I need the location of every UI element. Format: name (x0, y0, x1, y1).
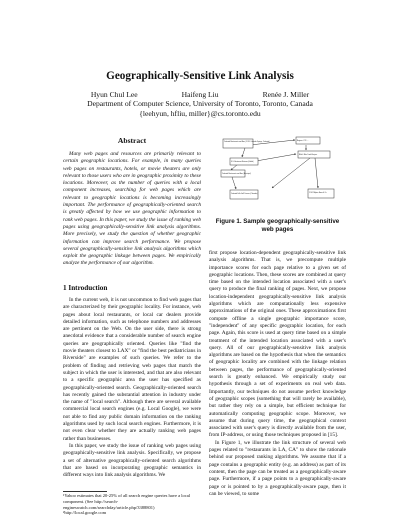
author-name: Renée J. Miller (262, 90, 310, 99)
footnote: ²http://local.google.com (63, 510, 107, 516)
author-emails: {leehyun, hfliu, miller}@cs.toronto.edu (139, 108, 261, 118)
link-graph-diagram (220, 136, 338, 216)
figure-1 (220, 136, 338, 216)
footnote-divider (63, 491, 107, 492)
paragraph: In Figure 1, we illustrate the link structure of several web pages related to "restaurants in LA, CA" to show the rationale behind our proposed ranking algorithms. We assume that if a page contains a geographic entity (e.g. an address) as part of its content, then the page can be treated as a geographically-aware page. Furthermore, if a page points to a geographically-aware page or is pointed to by a geographically-aware page, then it can be viewed, to some (209, 439, 346, 497)
section-heading: 1 Introduction (63, 284, 108, 292)
paper-title: Geographically-Sensitive Link Analysis (106, 70, 294, 82)
graph-node-label: Rifle & Blue Creek Recipes (299, 155, 318, 156)
affiliation: Department of Computer Science, University of Toronto, Toronto, Canada (87, 99, 313, 109)
graph-edge (315, 158, 318, 188)
graph-node (223, 139, 253, 148)
author-names (0, 90, 400, 99)
graph-node-label: Colorado Restaurants and Bars (12.8.1 Colorado Springs, Colorado) (224, 142, 270, 144)
graph-edge (256, 154, 296, 161)
graph-node-label: Colorado Restaurants and Bars (Municipal) (222, 174, 251, 175)
paragraph: In this paper, we study the issue of ranking web pages using geographically-sensitive link analysis. Specifically, we propose a set of alternative geographically-oriented search algorithms that are based on incorporating geographic semantics in different ways into link analysis algorithms. We (63, 442, 201, 479)
intro-left-column (63, 297, 201, 479)
graph-node-label: U.S. Restaurant Reviews (Global) (231, 162, 254, 163)
graph-node-label: Regions / CO / ... (297, 141, 309, 142)
paragraph: first propose location-dependent geographically-sensitive link analysis algorithms. That is, we precompute multiple importance scores for each page relative to a given set of geographic locations. Then, these scores are combined at query time based on the intended location associated with a user's query to produce the final ranking of pages. Next, we propose location-independent geographically-sensitive link analysis algorithms which are computationally less expensive approximations of the original ones. These approximations first compute offline a single geographic importance score, "independent" of any specific geographic location, for each page. Again, this score is used at query time based on a simple treatment of the intended location associated with a user's query. All of our geographically-sensitive link analysis algorithms are based on the hypothesis that when the semantics of geographic locality are combined with the linkage relation between pages, the performance of geographically-oriented search is greatly enhanced. We empirically study our hypothesis through a set of experiments on real web data. Importantly, our techniques do not assume perfect knowledge of geographic scopes (something that will rarely be available), but rather they rely on a simple, but efficient technique for automatically computing geographic scope. Moreover, we assume that during query time, the geographical context associated with user's query is directly available from the user, from IP-address, or using those techniques proposed in [15]. (209, 250, 346, 439)
intro-right-column (209, 250, 346, 498)
graph-edge (272, 158, 310, 188)
footnotes (63, 493, 201, 516)
abstract-heading: Abstract (117, 136, 147, 145)
author-name: Hyun Chul Lee (90, 90, 138, 99)
graph-edge (242, 148, 245, 157)
abstract-text: Many web pages and resources are primarily relevant to certain geographic locations. For example, in many queries web pages on restaurants, hotels, or movie theaters are only relevant to those users who are in geographic proximity to these locations. Moreover, as the number of queries with a local component increases, searching for web pages which are relevant to geographic locations is becoming increasingly important. The performance of geographically-oriented search is greatly affected by how we use geographic information to rank web pages. In this paper, we study the issue of ranking web pages using geographically-sensitive link analysis algorithms. More precisely, we study the question of whether geographic information can improve search performance. We propose several geographically-sensitive link analysis algorithms which exploit the geographic linkage between pages. We empirically analyze the performance of our algorithm. (63, 151, 201, 267)
author-name: Haifeng Liu (181, 90, 219, 99)
paragraph: In the current web, it is not uncommon to find web pages that are characterized by their geographic locality. For instance, web pages about local restaurants, or local car dealers provide detailed information, such as telephone numbers and addresses are pertinent on the Web. On the user side, there is strong anecdotal evidence that a considerable number of search engine queries are geographically oriented. Queries like "find the movie theaters closest to LAX" or "find the best pediatricians in Riverside" are examples of such queries. We refer to the problem of finding and retrieving web pages that match the subject in which the user is interested, and that are also relevant to a specific geographic area the user has specified as geographically-oriented search. Geographically-oriented search has recently gained the substantial attention in industry under the name of "local search". Although there are several available commercial local search engines (e.g. Local Google), we were not able to find any public domain information on the ranking algorithms used by such local search engines. Furthermore, it is not even clear whether they are actually ranking web pages rather than businesses. (63, 297, 201, 442)
figure-caption: Figure 1. Sample geographically-sensitive web pages (215, 218, 340, 233)
footnote: ¹Yahoo estimates that 20-25% of all search engine queries have a local component. (See http://search-engineswatch.com/searchday/article.php/3388801) (63, 493, 190, 510)
graph-edge (232, 177, 236, 189)
graph-node-label: Colorado Falls Golf Courses (Colorado) (231, 194, 258, 195)
graph-node-label: CO/CO Alpine Bears & Co (309, 193, 327, 194)
author-block (0, 90, 400, 118)
